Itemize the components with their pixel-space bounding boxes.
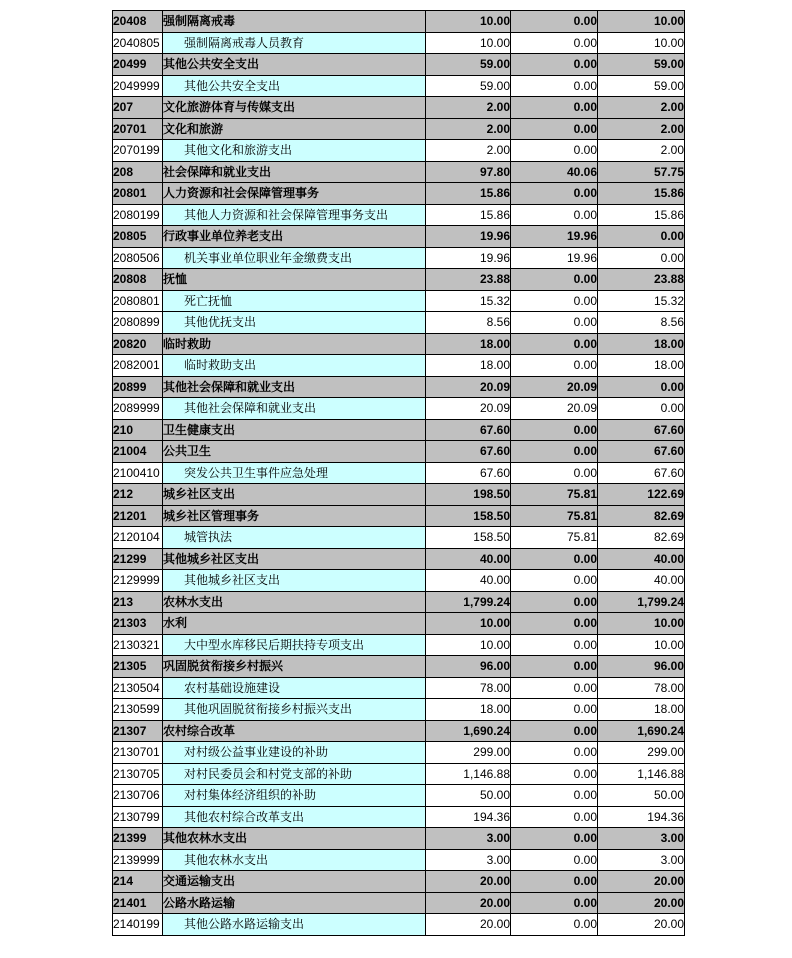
row-value-cell-2: 0.00	[511, 333, 598, 355]
table-row	[113, 333, 685, 355]
table-row	[113, 763, 685, 785]
row-value-cell-3: 15.32	[598, 290, 685, 312]
row-value-cell-2: 0.00	[511, 613, 598, 635]
row-code-cell: 2130799	[113, 806, 163, 828]
budget-table-body	[113, 11, 685, 936]
row-value-cell-3: 15.86	[598, 183, 685, 205]
table-row	[113, 183, 685, 205]
row-name-cell: 其他巩固脱贫衔接乡村振兴支出	[163, 699, 426, 721]
row-value-cell-3: 2.00	[598, 97, 685, 119]
row-value-cell-3: 67.60	[598, 462, 685, 484]
row-code-cell: 20805	[113, 226, 163, 248]
row-code-cell: 20701	[113, 118, 163, 140]
row-code-cell: 20801	[113, 183, 163, 205]
row-value-cell-1: 78.00	[426, 677, 511, 699]
row-value-cell-1: 19.96	[426, 247, 511, 269]
row-value-cell-3: 20.00	[598, 892, 685, 914]
table-row	[113, 677, 685, 699]
table-row	[113, 699, 685, 721]
row-value-cell-1: 198.50	[426, 484, 511, 506]
row-value-cell-2: 0.00	[511, 183, 598, 205]
row-value-cell-2: 75.81	[511, 484, 598, 506]
row-code-cell: 2120104	[113, 527, 163, 549]
row-name-cell: 城乡社区管理事务	[163, 505, 426, 527]
row-value-cell-1: 96.00	[426, 656, 511, 678]
table-row	[113, 441, 685, 463]
row-value-cell-2: 75.81	[511, 505, 598, 527]
row-value-cell-2: 0.00	[511, 118, 598, 140]
row-value-cell-2: 0.00	[511, 462, 598, 484]
row-name-cell: 公共卫生	[163, 441, 426, 463]
row-value-cell-2: 0.00	[511, 656, 598, 678]
row-value-cell-3: 67.60	[598, 441, 685, 463]
row-value-cell-2: 0.00	[511, 892, 598, 914]
row-name-cell: 强制隔离戒毒	[163, 11, 426, 33]
row-name-cell: 交通运输支出	[163, 871, 426, 893]
table-row	[113, 656, 685, 678]
row-value-cell-3: 1,146.88	[598, 763, 685, 785]
row-code-cell: 20820	[113, 333, 163, 355]
row-name-cell: 机关事业单位职业年金缴费支出	[163, 247, 426, 269]
row-value-cell-3: 194.36	[598, 806, 685, 828]
row-code-cell: 20408	[113, 11, 163, 33]
row-code-cell: 2130706	[113, 785, 163, 807]
row-value-cell-1: 15.32	[426, 290, 511, 312]
table-row	[113, 527, 685, 549]
row-value-cell-1: 67.60	[426, 441, 511, 463]
row-name-cell: 城管执法	[163, 527, 426, 549]
row-code-cell: 2130504	[113, 677, 163, 699]
row-value-cell-2: 0.00	[511, 806, 598, 828]
row-name-cell: 临时救助	[163, 333, 426, 355]
row-value-cell-1: 18.00	[426, 355, 511, 377]
table-row	[113, 54, 685, 76]
row-value-cell-2: 0.00	[511, 871, 598, 893]
table-row	[113, 806, 685, 828]
row-value-cell-2: 0.00	[511, 97, 598, 119]
row-value-cell-2: 0.00	[511, 699, 598, 721]
row-code-cell: 2080506	[113, 247, 163, 269]
row-name-cell: 农村基础设施建设	[163, 677, 426, 699]
row-value-cell-1: 97.80	[426, 161, 511, 183]
row-value-cell-1: 15.86	[426, 204, 511, 226]
table-row	[113, 247, 685, 269]
row-code-cell: 2130701	[113, 742, 163, 764]
row-value-cell-3: 40.00	[598, 570, 685, 592]
table-row	[113, 871, 685, 893]
row-name-cell: 农林水支出	[163, 591, 426, 613]
row-code-cell: 21399	[113, 828, 163, 850]
row-value-cell-1: 19.96	[426, 226, 511, 248]
row-value-cell-2: 20.09	[511, 398, 598, 420]
row-code-cell: 20808	[113, 269, 163, 291]
row-value-cell-1: 20.00	[426, 871, 511, 893]
row-name-cell: 其他公路水路运输支出	[163, 914, 426, 936]
row-value-cell-3: 18.00	[598, 333, 685, 355]
row-name-cell: 文化旅游体育与传媒支出	[163, 97, 426, 119]
row-name-cell: 其他公共安全支出	[163, 54, 426, 76]
row-value-cell-1: 15.86	[426, 183, 511, 205]
row-value-cell-1: 1,690.24	[426, 720, 511, 742]
row-code-cell: 214	[113, 871, 163, 893]
row-value-cell-2: 0.00	[511, 720, 598, 742]
row-value-cell-3: 122.69	[598, 484, 685, 506]
row-value-cell-1: 299.00	[426, 742, 511, 764]
row-name-cell: 文化和旅游	[163, 118, 426, 140]
row-value-cell-1: 40.00	[426, 548, 511, 570]
table-row	[113, 548, 685, 570]
row-value-cell-2: 0.00	[511, 290, 598, 312]
row-code-cell: 21004	[113, 441, 163, 463]
table-row	[113, 591, 685, 613]
row-name-cell: 卫生健康支出	[163, 419, 426, 441]
table-row	[113, 634, 685, 656]
row-value-cell-2: 0.00	[511, 570, 598, 592]
table-row	[113, 398, 685, 420]
row-code-cell: 21303	[113, 613, 163, 635]
row-code-cell: 21201	[113, 505, 163, 527]
row-value-cell-2: 0.00	[511, 591, 598, 613]
row-name-cell: 其他公共安全支出	[163, 75, 426, 97]
row-value-cell-1: 10.00	[426, 32, 511, 54]
row-value-cell-2: 0.00	[511, 11, 598, 33]
row-value-cell-2: 0.00	[511, 785, 598, 807]
row-value-cell-1: 40.00	[426, 570, 511, 592]
row-value-cell-1: 10.00	[426, 634, 511, 656]
table-row	[113, 355, 685, 377]
row-value-cell-1: 59.00	[426, 54, 511, 76]
row-value-cell-1: 18.00	[426, 699, 511, 721]
row-value-cell-3: 82.69	[598, 527, 685, 549]
row-value-cell-2: 75.81	[511, 527, 598, 549]
row-code-cell: 2040805	[113, 32, 163, 54]
row-code-cell: 2130321	[113, 634, 163, 656]
row-name-cell: 其他城乡社区支出	[163, 570, 426, 592]
row-value-cell-3: 40.00	[598, 548, 685, 570]
table-row	[113, 720, 685, 742]
table-row	[113, 613, 685, 635]
row-name-cell: 突发公共卫生事件应急处理	[163, 462, 426, 484]
row-value-cell-2: 0.00	[511, 548, 598, 570]
row-code-cell: 2130705	[113, 763, 163, 785]
row-code-cell: 210	[113, 419, 163, 441]
row-value-cell-2: 40.06	[511, 161, 598, 183]
row-name-cell: 水利	[163, 613, 426, 635]
row-value-cell-3: 15.86	[598, 204, 685, 226]
row-value-cell-1: 18.00	[426, 333, 511, 355]
table-row	[113, 75, 685, 97]
row-value-cell-3: 82.69	[598, 505, 685, 527]
row-value-cell-3: 0.00	[598, 376, 685, 398]
row-value-cell-2: 0.00	[511, 419, 598, 441]
row-name-cell: 大中型水库移民后期扶持专项支出	[163, 634, 426, 656]
row-value-cell-1: 20.09	[426, 398, 511, 420]
row-value-cell-2: 0.00	[511, 849, 598, 871]
row-value-cell-3: 50.00	[598, 785, 685, 807]
row-value-cell-2: 0.00	[511, 140, 598, 162]
row-value-cell-2: 20.09	[511, 376, 598, 398]
row-name-cell: 其他社会保障和就业支出	[163, 376, 426, 398]
row-value-cell-1: 158.50	[426, 505, 511, 527]
table-row	[113, 312, 685, 334]
table-row	[113, 11, 685, 33]
table-row	[113, 97, 685, 119]
row-code-cell: 207	[113, 97, 163, 119]
row-name-cell: 其他文化和旅游支出	[163, 140, 426, 162]
row-value-cell-3: 10.00	[598, 613, 685, 635]
row-value-cell-3: 20.00	[598, 914, 685, 936]
row-code-cell: 213	[113, 591, 163, 613]
table-row	[113, 505, 685, 527]
table-row	[113, 118, 685, 140]
row-value-cell-1: 2.00	[426, 118, 511, 140]
row-value-cell-1: 20.00	[426, 892, 511, 914]
budget-expenditure-table	[112, 10, 685, 936]
table-row	[113, 161, 685, 183]
row-name-cell: 对村级公益事业建设的补助	[163, 742, 426, 764]
row-value-cell-3: 3.00	[598, 849, 685, 871]
row-value-cell-3: 299.00	[598, 742, 685, 764]
row-name-cell: 临时救助支出	[163, 355, 426, 377]
table-row	[113, 269, 685, 291]
row-value-cell-3: 59.00	[598, 75, 685, 97]
table-row	[113, 570, 685, 592]
row-value-cell-3: 10.00	[598, 634, 685, 656]
table-row	[113, 742, 685, 764]
row-code-cell: 2140199	[113, 914, 163, 936]
row-value-cell-2: 0.00	[511, 763, 598, 785]
row-code-cell: 2130599	[113, 699, 163, 721]
row-value-cell-1: 20.00	[426, 914, 511, 936]
table-row	[113, 290, 685, 312]
row-value-cell-1: 23.88	[426, 269, 511, 291]
row-value-cell-3: 0.00	[598, 226, 685, 248]
row-name-cell: 其他优抚支出	[163, 312, 426, 334]
row-code-cell: 2080899	[113, 312, 163, 334]
row-value-cell-2: 0.00	[511, 742, 598, 764]
row-value-cell-2: 0.00	[511, 32, 598, 54]
row-value-cell-3: 10.00	[598, 11, 685, 33]
row-name-cell: 城乡社区支出	[163, 484, 426, 506]
table-row	[113, 204, 685, 226]
row-code-cell: 21307	[113, 720, 163, 742]
row-name-cell: 其他城乡社区支出	[163, 548, 426, 570]
row-code-cell: 2139999	[113, 849, 163, 871]
row-name-cell: 其他人力资源和社会保障管理事务支出	[163, 204, 426, 226]
row-value-cell-3: 20.00	[598, 871, 685, 893]
row-code-cell: 2080199	[113, 204, 163, 226]
row-code-cell: 2049999	[113, 75, 163, 97]
row-value-cell-2: 19.96	[511, 247, 598, 269]
row-value-cell-2: 0.00	[511, 914, 598, 936]
table-row	[113, 419, 685, 441]
row-name-cell: 对村集体经济组织的补助	[163, 785, 426, 807]
row-value-cell-1: 59.00	[426, 75, 511, 97]
row-value-cell-1: 50.00	[426, 785, 511, 807]
row-value-cell-3: 2.00	[598, 118, 685, 140]
row-value-cell-3: 10.00	[598, 32, 685, 54]
row-value-cell-1: 2.00	[426, 140, 511, 162]
row-code-cell: 21299	[113, 548, 163, 570]
row-name-cell: 人力资源和社会保障管理事务	[163, 183, 426, 205]
table-row	[113, 484, 685, 506]
table-row	[113, 376, 685, 398]
row-code-cell: 2100410	[113, 462, 163, 484]
row-name-cell: 公路水路运输	[163, 892, 426, 914]
row-value-cell-3: 2.00	[598, 140, 685, 162]
row-value-cell-3: 18.00	[598, 355, 685, 377]
row-value-cell-2: 0.00	[511, 828, 598, 850]
table-row	[113, 849, 685, 871]
row-value-cell-3: 3.00	[598, 828, 685, 850]
row-value-cell-3: 96.00	[598, 656, 685, 678]
row-name-cell: 其他农林水支出	[163, 849, 426, 871]
row-value-cell-2: 0.00	[511, 312, 598, 334]
row-name-cell: 社会保障和就业支出	[163, 161, 426, 183]
row-name-cell: 巩固脱贫衔接乡村振兴	[163, 656, 426, 678]
table-row	[113, 892, 685, 914]
row-name-cell: 抚恤	[163, 269, 426, 291]
row-value-cell-1: 20.09	[426, 376, 511, 398]
row-value-cell-1: 10.00	[426, 11, 511, 33]
table-row	[113, 828, 685, 850]
row-name-cell: 行政事业单位养老支出	[163, 226, 426, 248]
row-code-cell: 21305	[113, 656, 163, 678]
row-value-cell-1: 1,146.88	[426, 763, 511, 785]
row-value-cell-2: 0.00	[511, 204, 598, 226]
row-value-cell-3: 59.00	[598, 54, 685, 76]
table-row	[113, 226, 685, 248]
row-code-cell: 20499	[113, 54, 163, 76]
table-row	[113, 785, 685, 807]
table-row	[113, 462, 685, 484]
row-code-cell: 208	[113, 161, 163, 183]
row-name-cell: 其他社会保障和就业支出	[163, 398, 426, 420]
row-value-cell-1: 3.00	[426, 828, 511, 850]
row-value-cell-3: 78.00	[598, 677, 685, 699]
row-value-cell-1: 1,799.24	[426, 591, 511, 613]
row-value-cell-2: 19.96	[511, 226, 598, 248]
row-value-cell-2: 0.00	[511, 355, 598, 377]
row-code-cell: 2129999	[113, 570, 163, 592]
row-name-cell: 死亡抚恤	[163, 290, 426, 312]
row-name-cell: 其他农林水支出	[163, 828, 426, 850]
row-value-cell-2: 0.00	[511, 269, 598, 291]
row-value-cell-3: 8.56	[598, 312, 685, 334]
row-code-cell: 20899	[113, 376, 163, 398]
row-code-cell: 2070199	[113, 140, 163, 162]
row-name-cell: 对村民委员会和村党支部的补助	[163, 763, 426, 785]
row-code-cell: 2082001	[113, 355, 163, 377]
row-value-cell-3: 67.60	[598, 419, 685, 441]
table-row	[113, 914, 685, 936]
row-value-cell-1: 10.00	[426, 613, 511, 635]
row-value-cell-3: 23.88	[598, 269, 685, 291]
row-value-cell-1: 158.50	[426, 527, 511, 549]
row-value-cell-2: 0.00	[511, 54, 598, 76]
row-code-cell: 2080801	[113, 290, 163, 312]
row-name-cell: 农村综合改革	[163, 720, 426, 742]
table-row	[113, 32, 685, 54]
row-value-cell-1: 67.60	[426, 462, 511, 484]
row-value-cell-3: 18.00	[598, 699, 685, 721]
row-name-cell: 强制隔离戒毒人员教育	[163, 32, 426, 54]
row-code-cell: 21401	[113, 892, 163, 914]
row-value-cell-2: 0.00	[511, 441, 598, 463]
row-value-cell-3: 0.00	[598, 398, 685, 420]
row-value-cell-1: 3.00	[426, 849, 511, 871]
row-value-cell-1: 8.56	[426, 312, 511, 334]
row-value-cell-3: 1,799.24	[598, 591, 685, 613]
row-value-cell-2: 0.00	[511, 75, 598, 97]
table-row	[113, 140, 685, 162]
row-value-cell-2: 0.00	[511, 677, 598, 699]
row-value-cell-2: 0.00	[511, 634, 598, 656]
row-value-cell-3: 0.00	[598, 247, 685, 269]
row-value-cell-3: 1,690.24	[598, 720, 685, 742]
row-value-cell-1: 67.60	[426, 419, 511, 441]
row-value-cell-1: 2.00	[426, 97, 511, 119]
row-value-cell-3: 57.75	[598, 161, 685, 183]
row-code-cell: 212	[113, 484, 163, 506]
row-value-cell-1: 194.36	[426, 806, 511, 828]
row-code-cell: 2089999	[113, 398, 163, 420]
row-name-cell: 其他农村综合改革支出	[163, 806, 426, 828]
